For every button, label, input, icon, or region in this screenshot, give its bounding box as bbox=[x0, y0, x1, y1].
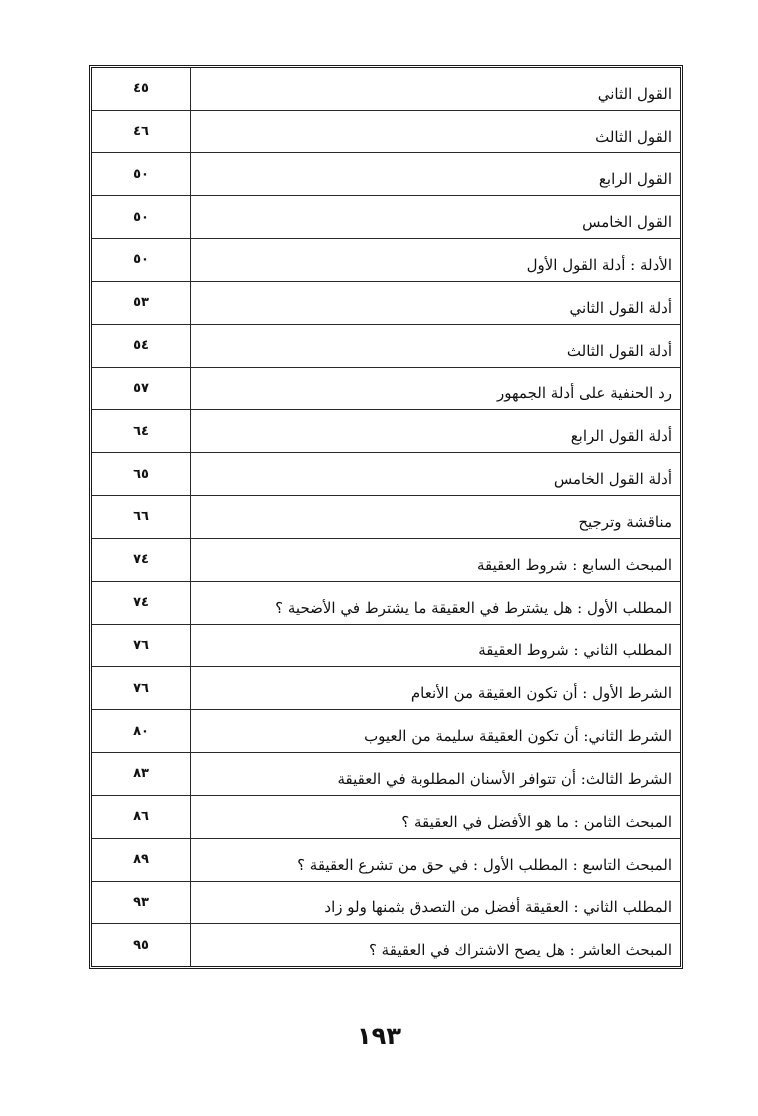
toc-row bbox=[92, 795, 680, 838]
toc-row bbox=[92, 453, 680, 496]
toc-entry-title: المبحث التاسع : المطلب الأول : في حق من تشرع العقيقة ؟ bbox=[191, 838, 681, 881]
page-number: ١٩٣ bbox=[357, 1022, 401, 1050]
toc-row bbox=[92, 239, 680, 282]
toc-row bbox=[92, 924, 680, 966]
toc-entry-page: ٥٠ bbox=[92, 153, 191, 196]
toc-entry-title: رد الحنفية على أدلة الجمهور bbox=[191, 367, 681, 410]
toc-row bbox=[92, 281, 680, 324]
toc-entry-title: الشرط الأول : أن تكون العقيقة من الأنعام bbox=[191, 667, 681, 710]
toc-entry-title: أدلة القول الرابع bbox=[191, 410, 681, 453]
toc-row bbox=[92, 68, 680, 110]
toc-row bbox=[92, 581, 680, 624]
toc-entry-page: ٦٥ bbox=[92, 453, 191, 496]
toc-entry-page: ٧٤ bbox=[92, 581, 191, 624]
toc-entry-title: القول الثالث bbox=[191, 110, 681, 153]
toc-row bbox=[92, 324, 680, 367]
toc-row bbox=[92, 838, 680, 881]
toc-entry-title: المطلب الأول : هل يشترط في العقيقة ما يشترط في الأضحية ؟ bbox=[191, 581, 681, 624]
toc-row bbox=[92, 538, 680, 581]
toc-entry-page: ٧٤ bbox=[92, 538, 191, 581]
toc-entry-title: القول الخامس bbox=[191, 196, 681, 239]
toc-row bbox=[92, 110, 680, 153]
toc-entry-page: ٩٣ bbox=[92, 881, 191, 924]
toc-entry-title: مناقشة وترجيح bbox=[191, 496, 681, 539]
toc-entry-title: المطلب الثاني : العقيقة أفضل من التصدق بثمنها ولو زاد bbox=[191, 881, 681, 924]
toc-entry-page: ٥٤ bbox=[92, 324, 191, 367]
toc-row bbox=[92, 753, 680, 796]
toc-entry-page: ٤٦ bbox=[92, 110, 191, 153]
toc-entry-title: أدلة القول الخامس bbox=[191, 453, 681, 496]
toc-entry-title: القول الثاني bbox=[191, 68, 681, 110]
toc-entry-title: أدلة القول الثاني bbox=[191, 281, 681, 324]
toc-entry-page: ٦٤ bbox=[92, 410, 191, 453]
toc-entry-title: المبحث الثامن : ما هو الأفضل في العقيقة ؟ bbox=[191, 795, 681, 838]
toc-entry-title: المبحث العاشر : هل يصح الاشتراك في العقيقة ؟ bbox=[368, 941, 672, 960]
toc-entry-title: المبحث السابع : شروط العقيقة bbox=[191, 538, 681, 581]
toc-entry-page: ٥٠ bbox=[92, 196, 191, 239]
toc-entry-page: ٨٠ bbox=[92, 710, 191, 753]
toc-entry-page: ٨٦ bbox=[92, 795, 191, 838]
toc-entry-title: المطلب الثاني : شروط العقيقة bbox=[191, 624, 681, 667]
toc-entry-page: ٧٦ bbox=[92, 624, 191, 667]
table-of-contents bbox=[89, 65, 683, 969]
toc-table bbox=[92, 68, 680, 966]
toc-row bbox=[92, 624, 680, 667]
toc-row bbox=[92, 196, 680, 239]
toc-body bbox=[92, 68, 680, 966]
toc-entry-title: الشرط الثالث: أن تتوافر الأسنان المطلوبة في العقيقة bbox=[191, 753, 681, 796]
toc-row bbox=[92, 710, 680, 753]
toc-entry-page: ٥٠ bbox=[92, 239, 191, 282]
toc-entry-title: القول الرابع bbox=[191, 153, 681, 196]
toc-entry-page: ٥٧ bbox=[92, 367, 191, 410]
toc-entry-page: ٧٦ bbox=[92, 667, 191, 710]
toc-entry-page: ٦٦ bbox=[92, 496, 191, 539]
toc-entry-page: ٨٣ bbox=[92, 753, 191, 796]
toc-row bbox=[92, 410, 680, 453]
toc-entry-title: الشرط الثاني: أن تكون العقيقة سليمة من العيوب bbox=[191, 710, 681, 753]
toc-entry-page: ٨٩ bbox=[92, 838, 191, 881]
toc-entry-page: ٩٥ bbox=[92, 924, 191, 966]
toc-entry-page: ٥٣ bbox=[92, 281, 191, 324]
toc-entry-title: الأدلة : أدلة القول الأول bbox=[191, 239, 681, 282]
toc-row bbox=[92, 667, 680, 710]
toc-entry-page: ٤٥ bbox=[92, 68, 191, 110]
toc-row bbox=[92, 881, 680, 924]
toc-row bbox=[92, 153, 680, 196]
toc-row bbox=[92, 496, 680, 539]
toc-row bbox=[92, 367, 680, 410]
toc-entry-title: أدلة القول الثالث bbox=[191, 324, 681, 367]
